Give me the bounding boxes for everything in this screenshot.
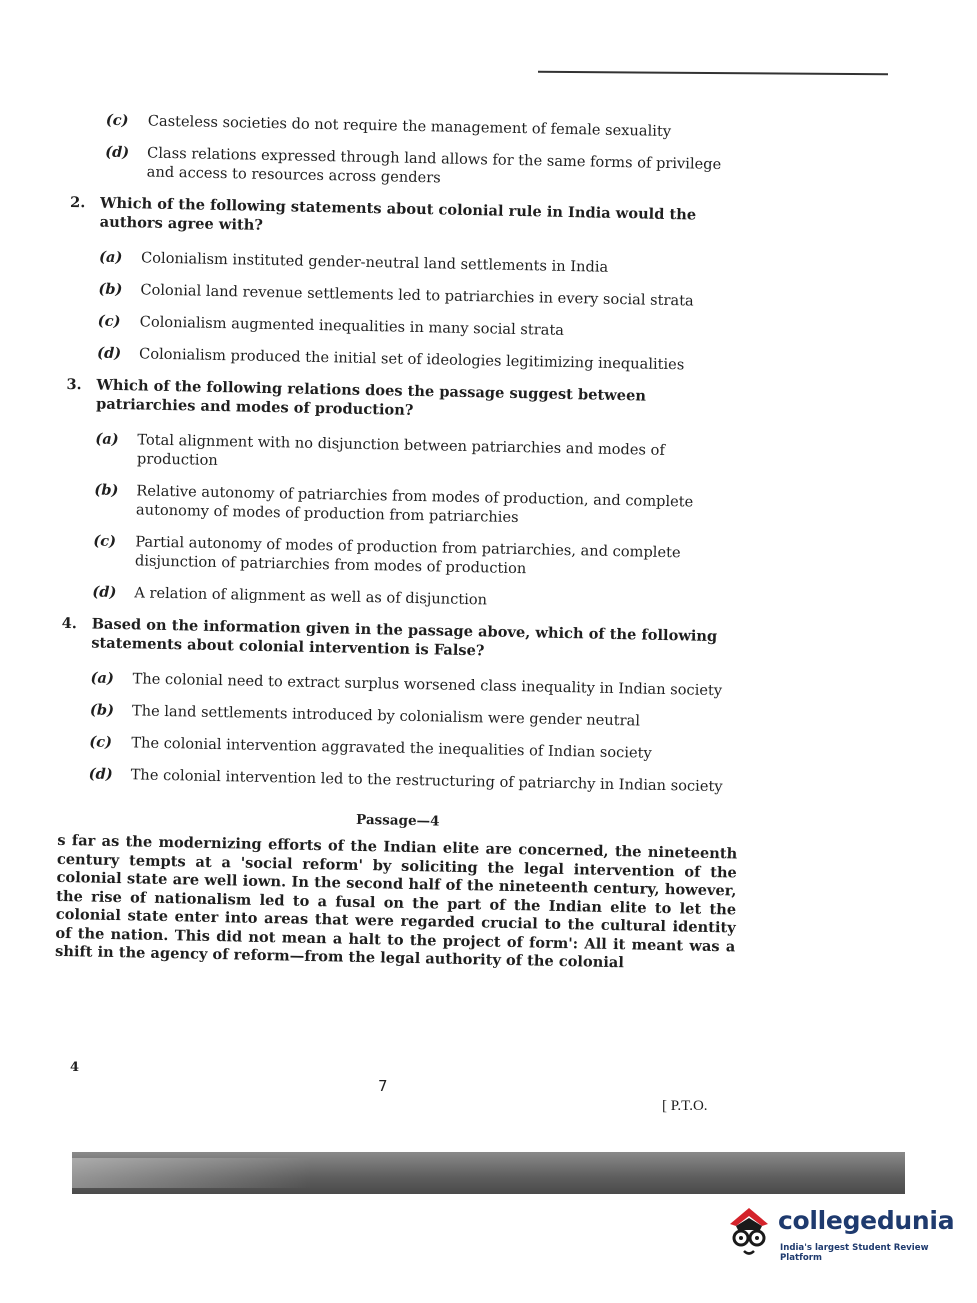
option (105, 143, 752, 194)
option-text: Partial autonomy of modes of production from patriarchies, and complete disjunction of patriarchies from modes of production (134, 533, 681, 578)
question-number: 2. (69, 193, 86, 212)
options-list (97, 248, 749, 376)
question-number: 4. (61, 614, 78, 633)
option-label: (a) (90, 669, 115, 687)
question-text: Based on the information given in the passage above, which of the following statements about colonial intervention is False? (91, 615, 718, 660)
brand-name: collegedunia (778, 1206, 955, 1235)
question-stem (70, 193, 751, 245)
option-label: (d) (104, 143, 130, 162)
option-text: A relation of alignment as well as of disjunction (134, 584, 488, 609)
options-list (88, 668, 740, 796)
option-text: The colonial intervention aggravated the inequalities of Indian society (131, 734, 652, 762)
option-label: (c) (105, 111, 129, 130)
watermark-logo (724, 1202, 964, 1272)
option-text: The colonial intervention led to the restructuring of patriarchy in Indian society (130, 766, 723, 796)
option-text: Colonialism produced the initial set of ideologies legitimizing inequalities (138, 345, 685, 374)
option (95, 430, 746, 481)
page-number: 7 (378, 1077, 388, 1095)
scan-edge-shadow (72, 1152, 905, 1194)
option (90, 668, 740, 700)
question-3 (62, 375, 746, 615)
option (106, 111, 752, 143)
option (92, 583, 742, 615)
option-text: Colonial land revenue settlements led to patriarchies in every social strata (140, 281, 694, 310)
question-stem (66, 375, 747, 427)
option-label: (c) (93, 532, 117, 550)
option-text: Total alignment with no disjunction between patriarchies and modes of production (136, 431, 665, 469)
question-text: Which of the following relations does the passage suggest between patriarchies and modes of production? (95, 376, 647, 419)
option-label: (a) (95, 430, 119, 449)
margin-mark: 4 (70, 1060, 80, 1075)
option-label: (b) (94, 481, 119, 500)
option (98, 312, 748, 344)
option-label: (d) (92, 583, 117, 601)
option-text: Colonialism instituted gender-neutral land settlements in India (140, 249, 609, 276)
header-rule (538, 71, 888, 75)
option (98, 280, 748, 312)
option-label: (b) (89, 701, 115, 719)
scan-edge-highlight (72, 1158, 312, 1188)
carried-over-options (105, 111, 752, 194)
question-number: 3. (66, 375, 82, 394)
brand-tagline: India's largest Student Review Platform (780, 1243, 929, 1263)
option-text: The colonial need to extract surplus worsened class inequality in Indian society (132, 670, 723, 700)
page-content (55, 110, 752, 975)
mascot-icon (724, 1204, 774, 1260)
question-4 (58, 614, 741, 797)
pto-label: [ P.T.O. (662, 1098, 708, 1114)
question-text: Which of the following statements about colonial rule in India would the authors agree with? (99, 194, 697, 234)
option (97, 344, 747, 376)
option-label: (c) (89, 733, 113, 751)
passage-title: Passage—4 (355, 811, 440, 830)
option-text: The land settlements introduced by colonialism were gender neutral (131, 702, 641, 730)
option-label: (a) (98, 248, 123, 267)
option-text: Relative autonomy of patriarchies from modes of production, and complete autonomy of modes of production from patriarchies (135, 482, 694, 527)
question-stem (61, 614, 742, 666)
option-label: (d) (96, 344, 122, 363)
question-2 (67, 193, 750, 376)
option (88, 764, 738, 796)
option-label: (b) (98, 280, 123, 299)
options-list (92, 430, 745, 615)
option (99, 248, 749, 280)
option-label: (c) (97, 312, 121, 331)
option (94, 481, 745, 532)
option (89, 732, 739, 764)
option-text: Colonialism augmented inequalities in many social strata (139, 313, 565, 339)
option (93, 532, 744, 583)
option-text: Casteless societies do not require the management of female sexuality (147, 112, 672, 141)
option (90, 700, 740, 732)
passage-text: s far as the modernizing efforts of the Indian elite are concerned, the nineteenth century tempts at a 'social reform' by soliciting the legal intervention of the colonial state are well iown. In the second half of the nineteenth century, however, the rise of nationalism led to a fusal on the part of the Indian elite to let the colonial state enter into areas that were regarded crucial to the cultural identity of the nation. This did not mean a halt to the project of form': All it meant was a shift in the agency of reform—from the legal authority of the colonial (54, 831, 738, 972)
option-text: Class relations expressed through land allows for the same forms of privilege and access to resources across genders (146, 144, 722, 187)
option-label: (d) (88, 765, 113, 783)
